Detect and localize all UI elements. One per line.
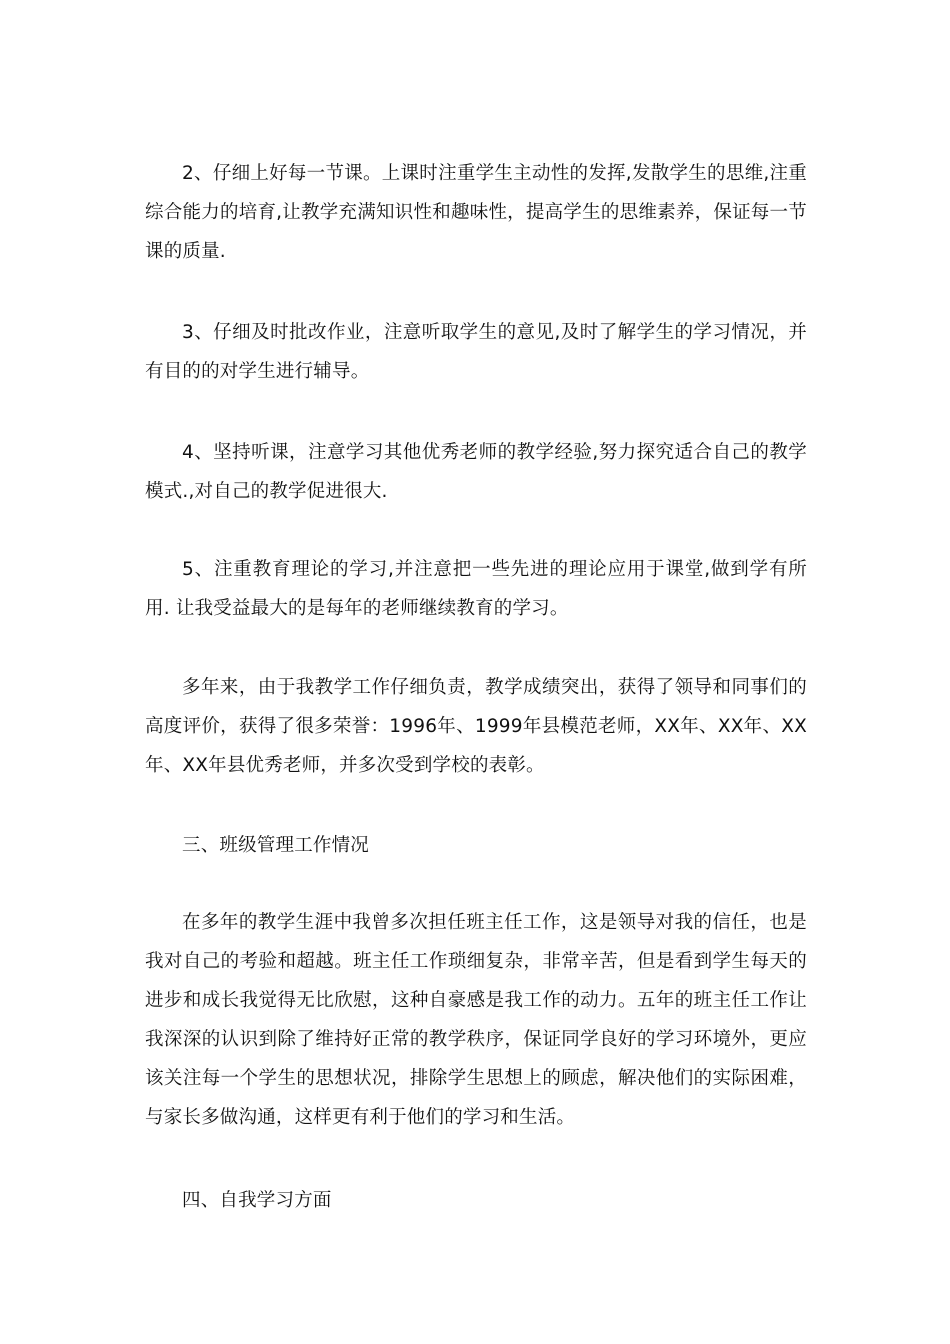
paragraph-class-management: 在多年的教学生涯中我曾多次担任班主任工作，这是领导对我的信任，也是我对自己的考验和超越。班主任工作琐细复杂，非常辛苦，但是看到学生每天的进步和成长我觉得无比欣慰，这种自豪感是我工作的动力。五年的班主任工作让我深深的认识到除了维持好正常的教学秩序，保证同学良好的学习环境外，更应该关注每一个学生的思想状况，排除学生思想上的顾虑，解决他们的实际困难，与家长多做沟通，这样更有利于他们的学习和生活。: [145, 912, 807, 1128]
section-heading-self-study: 四、自我学习方面: [182, 1190, 332, 1211]
paragraph-item-5: 5、注重教育理论的学习,并注意把一些先进的理论应用于课堂,做到学有所用. 让我受益最大的是每年的老师继续教育的学习。: [145, 559, 807, 619]
paragraph-honors: 多年来，由于我教学工作仔细负责，教学成绩突出，获得了领导和同事们的高度评价，获得了很多荣誉：1996年、1999年县模范老师，XX年、XX年、XX年、XX年县优秀老师，并多次受到学校的表彰。: [145, 677, 807, 776]
paragraph-item-3: 3、仔细及时批改作业，注意听取学生的意见,及时了解学生的学习情况，并有目的的对学生进行辅导。: [145, 322, 807, 382]
section-heading-class-management: 三、班级管理工作情况: [182, 835, 370, 856]
paragraph-item-4: 4、坚持听课，注意学习其他优秀老师的教学经验,努力探究适合自己的教学模式.,对自己的教学促进很大.: [145, 442, 807, 502]
paragraph-item-2: 2、仔细上好每一节课。上课时注重学生主动性的发挥,发散学生的思维,注重综合能力的培育,让教学充满知识性和趣味性，提高学生的思维素养，保证每一节课的质量.: [145, 163, 807, 262]
